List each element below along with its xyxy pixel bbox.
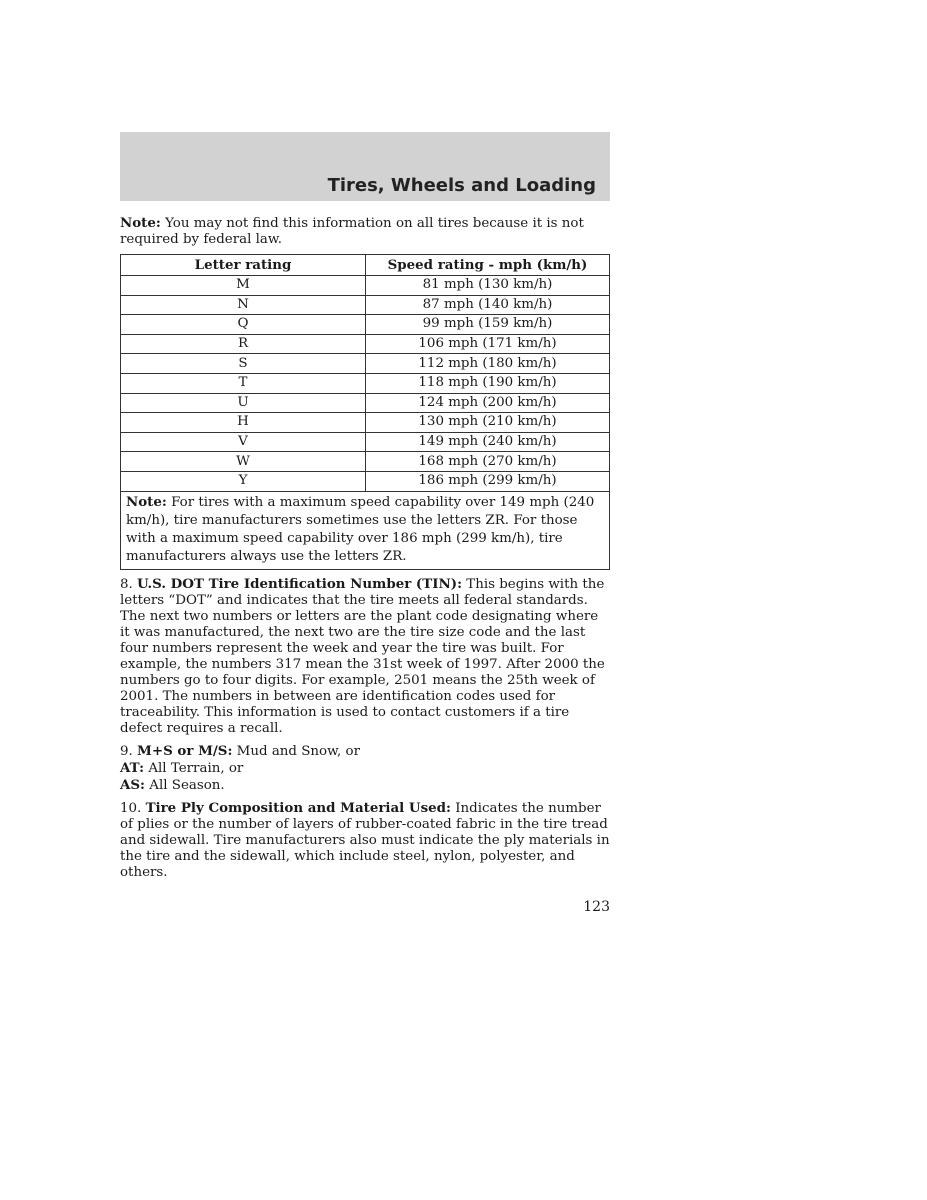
speed-cell: 99 mph (159 km/h)	[366, 315, 610, 335]
table-header-row	[121, 255, 610, 276]
item-8-number: 8.	[120, 576, 138, 592]
letter-cell: N	[121, 295, 366, 315]
table-note-text: For tires with a maximum speed capability over 149 mph (240 km/h), tire manufacturers sometimes use the letters ZR. For those with a maximum speed capability over 186 mph (299 km/h), tire manufacturers always use the letters ZR.	[126, 494, 595, 565]
letter-cell: T	[121, 373, 366, 393]
speed-rating-header: Speed rating - mph (km/h)	[366, 255, 610, 276]
intro-note-label: Note:	[120, 215, 161, 231]
item-9-at-text: All Terrain, or	[144, 760, 244, 776]
item-9-label: M+S or M/S:	[137, 742, 233, 759]
table-row	[121, 295, 610, 315]
table-row	[121, 413, 610, 433]
item-10-number: 10.	[120, 800, 146, 816]
list-item-9	[120, 743, 610, 794]
speed-cell: 186 mph (299 km/h)	[366, 471, 610, 491]
table-row	[121, 432, 610, 452]
page-number: 123	[583, 899, 610, 915]
list-item-10	[120, 800, 610, 881]
item-9-as-label: AS:	[120, 776, 146, 793]
speed-cell: 87 mph (140 km/h)	[366, 295, 610, 315]
item-10-label: Tire Ply Composition and Material Used:	[145, 799, 451, 816]
intro-note	[120, 215, 610, 248]
item-9-number: 9.	[120, 743, 138, 759]
page-content	[120, 215, 610, 887]
table-row	[121, 315, 610, 335]
table-row	[121, 276, 610, 296]
speed-cell: 149 mph (240 km/h)	[366, 432, 610, 452]
table-row	[121, 373, 610, 393]
item-9-at-label: AT:	[120, 759, 145, 776]
section-header-band	[120, 132, 610, 201]
letter-cell: W	[121, 452, 366, 472]
table-row	[121, 334, 610, 354]
table-note-label: Note:	[126, 493, 167, 510]
speed-cell: 124 mph (200 km/h)	[366, 393, 610, 413]
list-item-8	[120, 576, 610, 737]
table-row	[121, 354, 610, 374]
item-8-text: This begins with the letters “DOT” and indicates that the tire meets all federal standards. The next two numbers or letters are the plant code designating where it was manufactured, the next two are the tire size code and the last four numbers represent the week and year the tire was built. For example, the numbers 317 mean the 31st week of 1997. After 2000 the numbers go to four digits. For example, 2501 means the 25th week of 2001. The numbers in between are identification codes used for traceability. This information is used to contact customers if a tire defect requires a recall.	[120, 576, 605, 736]
letter-cell: U	[121, 393, 366, 413]
table-row	[121, 393, 610, 413]
letter-rating-header: Letter rating	[121, 255, 366, 276]
speed-cell: 81 mph (130 km/h)	[366, 276, 610, 296]
letter-cell: M	[121, 276, 366, 296]
item-8-label: U.S. DOT Tire Identification Number (TIN):	[137, 575, 463, 592]
table-note	[121, 491, 610, 569]
table-row	[121, 471, 610, 491]
speed-cell: 112 mph (180 km/h)	[366, 354, 610, 374]
letter-cell: R	[121, 334, 366, 354]
letter-cell: S	[121, 354, 366, 374]
intro-note-text: You may not find this information on all tires because it is not required by federal law.	[120, 216, 584, 247]
speed-cell: 130 mph (210 km/h)	[366, 413, 610, 433]
table-row	[121, 452, 610, 472]
letter-cell: H	[121, 413, 366, 433]
letter-cell: Q	[121, 315, 366, 335]
item-9-as-text: All Season.	[145, 777, 225, 793]
section-title: Tires, Wheels and Loading	[327, 175, 596, 196]
letter-cell: V	[121, 432, 366, 452]
speed-rating-table	[120, 254, 610, 570]
speed-cell: 168 mph (270 km/h)	[366, 452, 610, 472]
letter-cell: Y	[121, 471, 366, 491]
speed-cell: 106 mph (171 km/h)	[366, 334, 610, 354]
item-9-text: Mud and Snow, or	[232, 743, 360, 759]
table-note-row	[121, 491, 610, 569]
speed-cell: 118 mph (190 km/h)	[366, 373, 610, 393]
item-10-text: Indicates the number of plies or the number of layers of rubber-coated fabric in the tire tread and sidewall. Tire manufacturers also must indicate the ply materials in the tire and the sidewall, which include steel, nylon, polyester, and others.	[120, 800, 610, 880]
